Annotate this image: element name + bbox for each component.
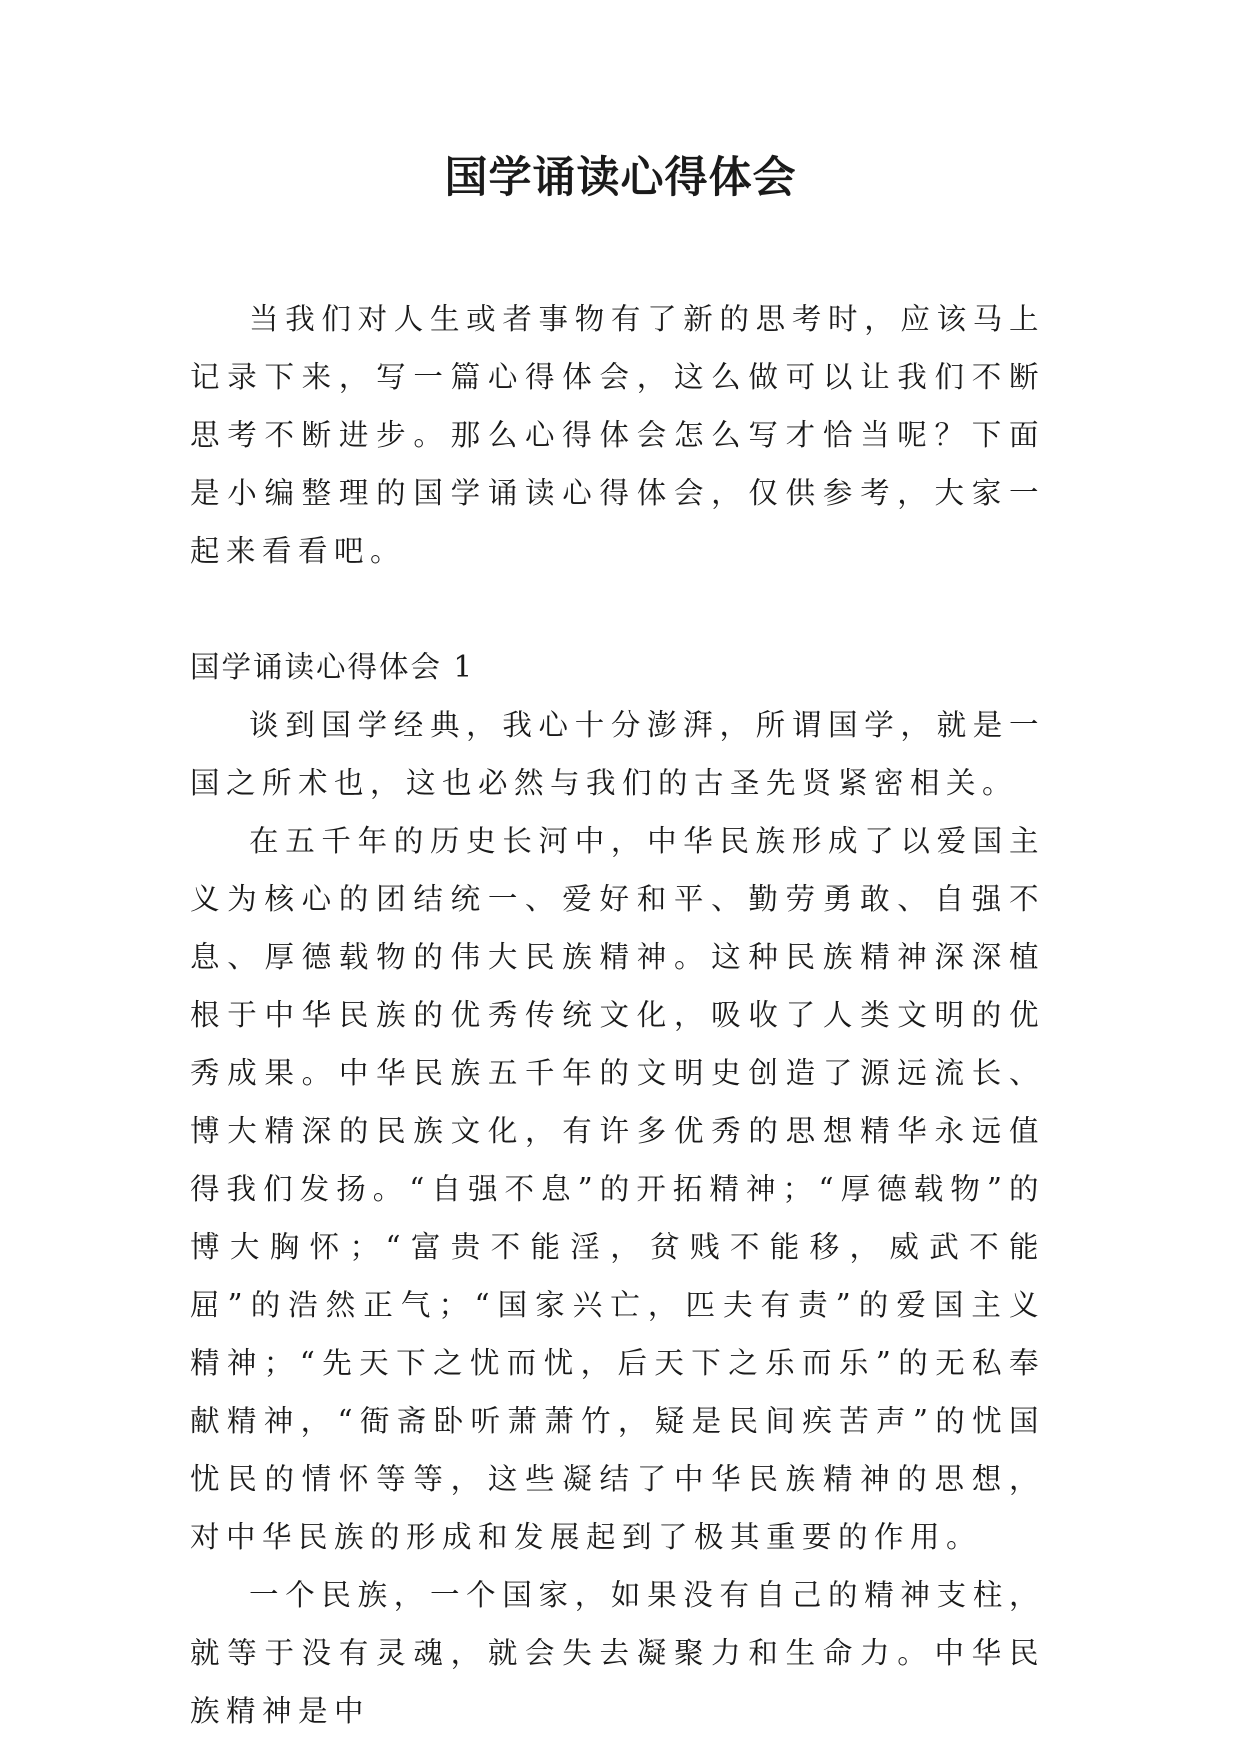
body-paragraph-3: 一个民族，一个国家，如果没有自己的精神支柱，就等于没有灵魂，就会失去凝聚力和生命力。中华民族精神是中 (190, 1578, 1045, 1728)
document-title: 国学诵读心得体会 (444, 153, 797, 203)
body-paragraph-2: 在五千年的历史长河中，中华民族形成了以爱国主义为核心的团结统一、爱好和平、勤劳勇敢、自强不息、厚德载物的伟大民族精神。这种民族精神深深植根于中华民族的优秀传统文化，吸收了人类文明的优秀成果。中华民族五千年的文明史创造了源远流长、博大精深的民族文化，有许多优秀的思想精华永远值得我们发扬。“自强不息”的开拓精神；“厚德载物”的博大胸怀；“富贵不能淫，贫贱不能移，威武不能屈”的浩然正气；“国家兴亡，匹夫有责”的爱国主义精神；“先天下之忧而忧，后天下之乐而乐”的无私奉献精神，“衙斋卧听萧萧竹，疑是民间疾苦声”的忧国忧民的情怀等等，这些凝结了中华民族精神的思想，对中华民族的形成和发展起到了极其重要的作用。 (190, 824, 1045, 1554)
document-body (190, 290, 1045, 1740)
body-paragraph-1: 谈到国学经典，我心十分澎湃，所谓国学，就是一国之所术也，这也必然与我们的古圣先贤紧密相关。 (190, 708, 1045, 800)
section-heading: 国学诵读心得体会 1 (190, 650, 475, 684)
intro-paragraph: 当我们对人生或者事物有了新的思考时，应该马上记录下来，写一篇心得体会，这么做可以让我们不断思考不断进步。那么心得体会怎么写才恰当呢？下面是小编整理的国学诵读心得体会，仅供参考，大家一起来看看吧。 (190, 302, 1045, 568)
